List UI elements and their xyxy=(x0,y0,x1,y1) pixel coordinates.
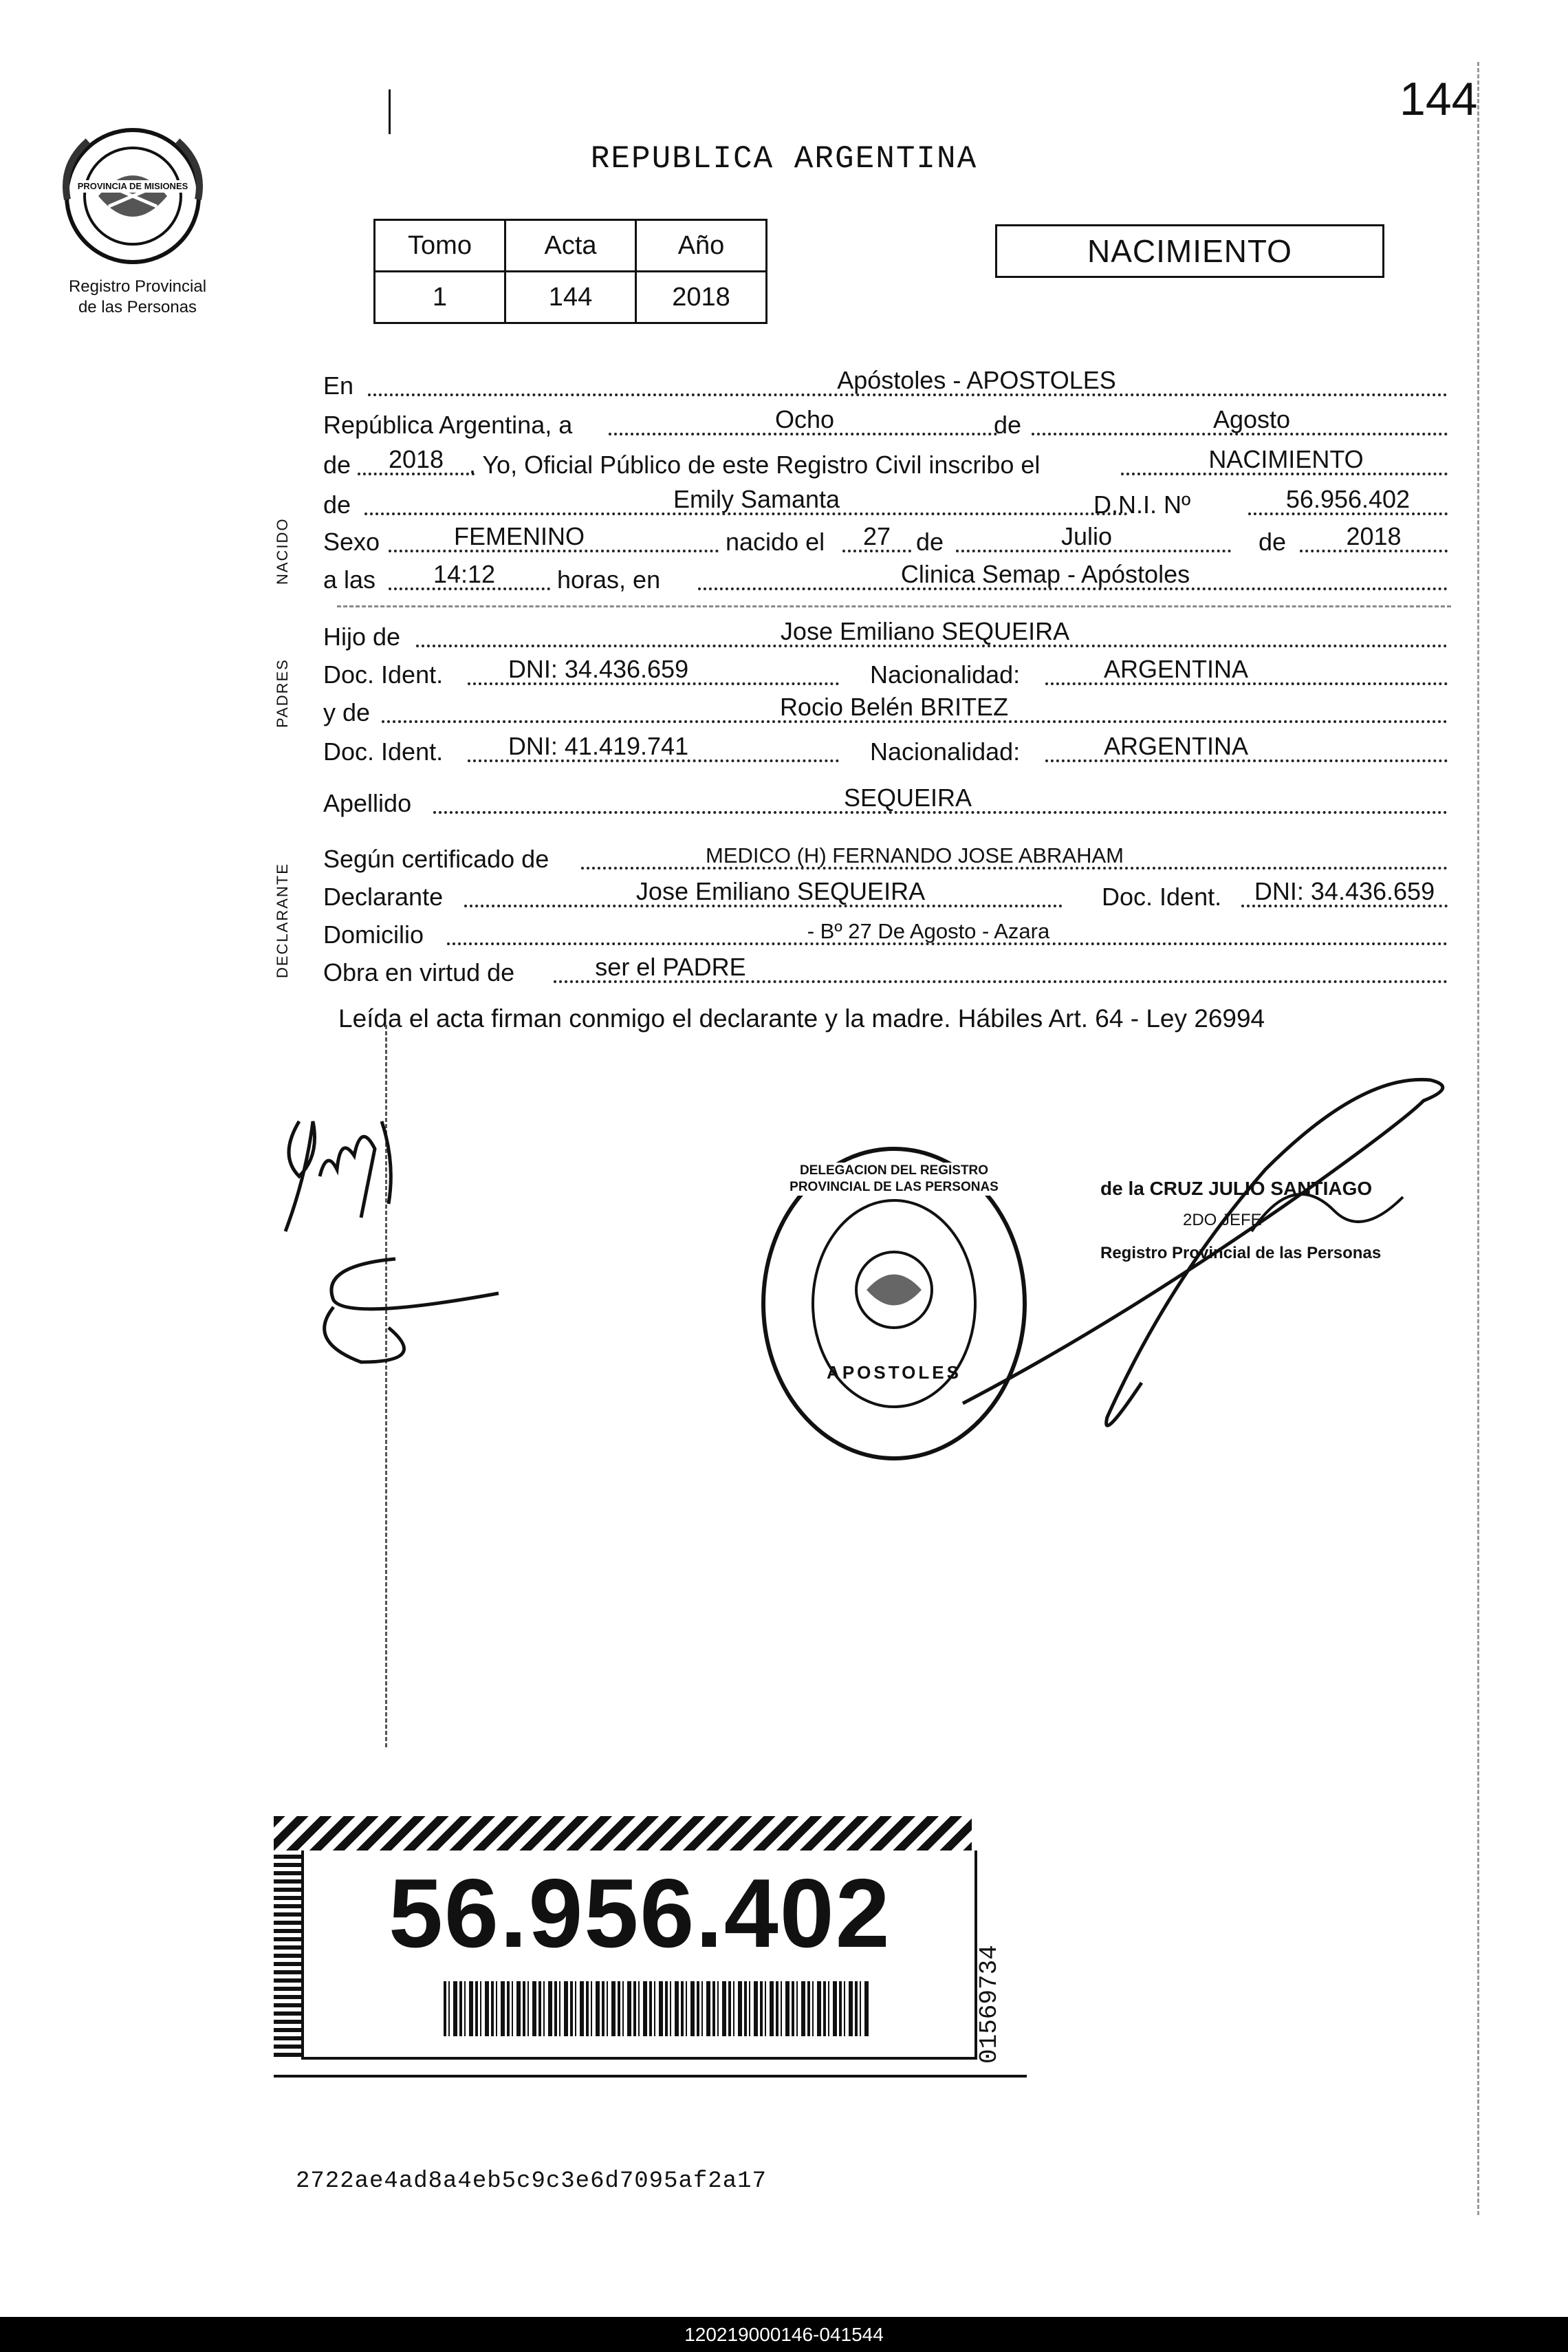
row-obra xyxy=(323,951,1451,990)
label-doc3: Doc. Ident. xyxy=(1102,883,1222,911)
document-type-box: NACIMIENTO xyxy=(995,224,1384,278)
closing-statement: Leída el acta firman conmigo el declarante y la madre. Hábiles Art. 64 - Ley 26994 xyxy=(338,1004,1265,1033)
left-rule xyxy=(389,89,391,134)
value-declarante: Jose Emiliano SEQUEIRA xyxy=(635,877,926,905)
row-sexo xyxy=(323,521,1451,559)
official-office: Registro Provincial de las Personas xyxy=(1100,1244,1382,1262)
footer-code: 120219000146-041544 xyxy=(0,2317,1568,2352)
value-segun: MEDICO (H) FERNANDO JOSE ABRAHAM xyxy=(706,843,1124,867)
row-domicilio xyxy=(323,914,1451,952)
label-side-band xyxy=(274,1851,301,2057)
label-horas: horas, en xyxy=(557,565,661,594)
page-number: 144 xyxy=(1400,73,1478,125)
emblem-caption xyxy=(41,277,234,318)
label-de3: de xyxy=(323,490,351,519)
fold-line xyxy=(1477,62,1479,2215)
row-padre xyxy=(323,616,1451,654)
header-tomo: Tomo xyxy=(375,220,505,272)
signature-declarante xyxy=(272,1094,430,1245)
label-nacido: nacido el xyxy=(726,528,825,556)
value-apellido: SEQUEIRA xyxy=(843,784,972,812)
value-acta: 144 xyxy=(505,272,636,323)
label-dni: D.N.I. Nº xyxy=(1093,490,1191,519)
value-birth-day: 27 xyxy=(862,522,891,550)
label-bottom-line xyxy=(274,2075,1027,2078)
value-name: Emily Samanta xyxy=(673,485,840,513)
label-de5: de xyxy=(1259,528,1287,556)
value-year: 2018 xyxy=(388,445,444,473)
header-ano: Año xyxy=(636,220,767,272)
row-apellido xyxy=(323,782,1451,821)
row-madre-doc xyxy=(323,731,1451,769)
emblem-caption-line2: de las Personas xyxy=(78,298,197,316)
label-declarante: Declarante xyxy=(323,883,444,911)
value-father: Jose Emiliano SEQUEIRA xyxy=(780,617,1070,645)
tomo-acta-ano-table xyxy=(373,219,767,324)
side-label-nacido: NACIDO xyxy=(274,517,291,585)
emblem-caption-line1: Registro Provincial xyxy=(68,277,207,296)
label-republica: República Argentina, a xyxy=(323,411,573,439)
section-divider xyxy=(337,605,1451,607)
label-domicilio: Domicilio xyxy=(323,920,424,949)
label-de: de xyxy=(994,411,1022,439)
value-father-nat: ARGENTINA xyxy=(1103,655,1249,683)
row-hora xyxy=(323,559,1451,597)
value-act: NACIMIENTO xyxy=(1208,445,1364,473)
label-nacionalidad2: Nacionalidad: xyxy=(870,737,1021,766)
row-padre-doc xyxy=(323,654,1451,692)
value-declarante-doc: DNI: 34.436.659 xyxy=(1254,877,1435,905)
barcode xyxy=(444,1981,870,2036)
value-time: 14:12 xyxy=(433,560,496,588)
value-mother: Rocio Belén BRITEZ xyxy=(779,693,1009,721)
label-pattern-band xyxy=(274,1816,972,1851)
header-acta: Acta xyxy=(505,220,636,272)
label-hijo: Hijo de xyxy=(323,623,401,651)
value-mother-doc: DNI: 41.419.741 xyxy=(508,732,689,760)
handwritten-signature-icon xyxy=(272,1094,430,1245)
label-yde: y de xyxy=(323,698,371,726)
row-nombre xyxy=(323,484,1451,522)
value-dni: 56.956.402 xyxy=(1285,485,1411,513)
label-obra: Obra en virtud de xyxy=(323,958,515,986)
stamp-outer-text: DELEGACION DEL REGISTRO PROVINCIAL DE LAS PERSONAS xyxy=(777,1163,1011,1196)
province-emblem xyxy=(61,124,205,268)
row-madre xyxy=(323,691,1451,730)
document-hash: 2722ae4ad8a4eb5c9c3e6d7095af2a17 xyxy=(296,2168,767,2194)
label-sexo: Sexo xyxy=(323,528,380,556)
row-certificado xyxy=(323,838,1451,876)
side-label-declarante: DECLARANTE xyxy=(274,863,291,978)
row-fecha xyxy=(323,404,1451,442)
value-tomo: 1 xyxy=(375,272,505,323)
official-name: de la CRUZ JULIO SANTIAGO xyxy=(1100,1178,1373,1199)
seal-text: PROVINCIA DE MISIONES xyxy=(73,180,193,193)
value-month: Agosto xyxy=(1212,405,1291,433)
side-label-padres: PADRES xyxy=(274,658,291,728)
value-en: Apóstoles - APOSTOLES xyxy=(837,366,1116,394)
value-ano: 2018 xyxy=(636,272,767,323)
label-nacionalidad: Nacionalidad: xyxy=(870,660,1021,689)
value-sexo: FEMENINO xyxy=(453,522,585,550)
label-en: En xyxy=(323,371,354,400)
misiones-seal-icon xyxy=(61,124,205,268)
label-segun: Según certificado de xyxy=(323,845,549,873)
value-obra: ser el PADRE xyxy=(595,953,746,981)
row-en xyxy=(323,365,1451,403)
label-yo: . Yo, Oficial Público de este Registro Civil inscribo el xyxy=(469,451,1041,479)
serial-number: 01569734 xyxy=(975,1945,1003,2064)
value-father-doc: DNI: 34.436.659 xyxy=(508,655,689,683)
label-apellido: Apellido xyxy=(323,789,412,817)
value-mother-nat: ARGENTINA xyxy=(1103,732,1249,760)
signature-madre xyxy=(292,1245,512,1376)
value-place: Clinica Semap - Apóstoles xyxy=(900,560,1190,588)
dni-big-number: 56.956.402 xyxy=(389,1859,891,1968)
value-birth-month: Julio xyxy=(1060,522,1113,550)
row-declarante xyxy=(323,876,1451,914)
value-day: Ocho xyxy=(774,405,835,433)
official-role: 2DO JEFE xyxy=(1183,1211,1262,1229)
label-de4: de xyxy=(916,528,944,556)
value-birth-year: 2018 xyxy=(1346,522,1402,550)
value-domicilio: - Bº 27 De Agosto - Azara xyxy=(807,919,1050,943)
row-inscripcion xyxy=(323,444,1451,482)
handwritten-signature-icon xyxy=(292,1245,512,1376)
label-de2: de xyxy=(323,451,351,479)
label-doc2: Doc. Ident. xyxy=(323,737,444,766)
stamp-inner-text: APOSTOLES xyxy=(827,1362,961,1383)
label-doc: Doc. Ident. xyxy=(323,660,444,689)
label-alas: a las xyxy=(323,565,376,594)
page-title: REPUBLICA ARGENTINA xyxy=(590,141,978,177)
